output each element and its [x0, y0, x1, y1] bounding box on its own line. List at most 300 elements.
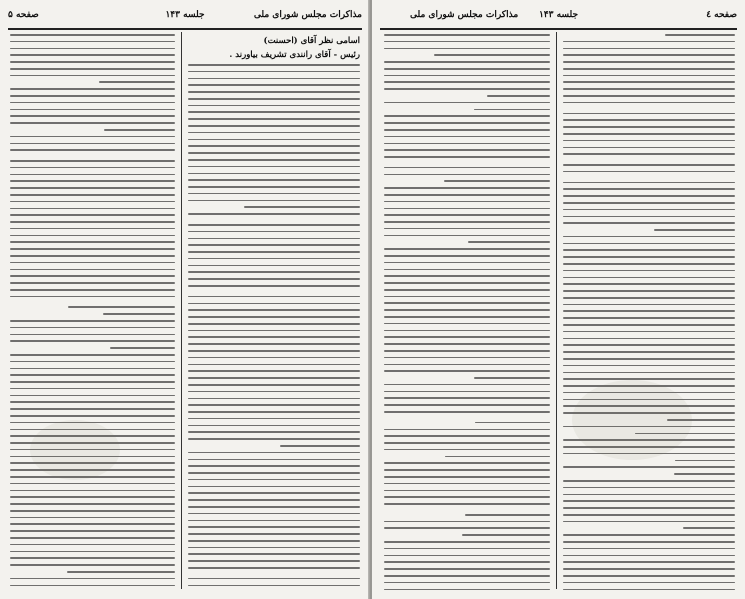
text-line: [563, 61, 735, 63]
text-line: [563, 500, 735, 502]
text-line: [188, 404, 360, 406]
text-line: [188, 118, 360, 120]
text-line: [563, 568, 735, 570]
text-line: [563, 68, 735, 70]
text-line: [99, 81, 175, 83]
text-line: [188, 492, 360, 494]
text-line: [10, 75, 175, 77]
text-line: [563, 541, 735, 543]
right-page-column-rule: [556, 32, 557, 589]
text-line: [563, 202, 735, 204]
text-line: [563, 514, 735, 516]
text-line: [384, 469, 550, 471]
text-line: [188, 585, 360, 587]
text-line: [474, 377, 550, 379]
text-line: [10, 136, 175, 138]
text-line: [563, 575, 735, 577]
text-line: [384, 187, 550, 189]
text-line: [188, 479, 360, 481]
text-line: [563, 372, 735, 374]
text-line: [563, 188, 735, 190]
text-line: [188, 391, 360, 393]
text-line: [188, 309, 360, 311]
text-line: [188, 330, 360, 332]
text-line: [563, 351, 735, 353]
text-line: [384, 357, 550, 359]
text-line: [10, 68, 175, 70]
text-line: [563, 75, 735, 77]
text-line: [188, 316, 360, 318]
text-line: [10, 483, 175, 485]
text-line: [384, 115, 550, 117]
text-line: [188, 166, 360, 168]
left-page-left-column: [10, 34, 175, 591]
paragraph-gap: [563, 109, 735, 113]
right-page-left-column: [384, 34, 550, 591]
text-line: [188, 244, 360, 246]
text-line: [188, 231, 360, 233]
text-line: [563, 243, 735, 245]
text-line: [10, 327, 175, 329]
text-line: [188, 323, 360, 325]
text-line: [188, 526, 360, 528]
text-line: [10, 374, 175, 376]
text-line: [10, 95, 175, 97]
text-line: [188, 78, 360, 80]
text-line: [384, 483, 550, 485]
text-line: [10, 585, 175, 587]
text-line: [110, 347, 175, 349]
text-line: [188, 425, 360, 427]
text-line: [563, 277, 735, 279]
text-line: [384, 248, 550, 250]
text-line: [434, 54, 550, 56]
text-line: [10, 557, 175, 559]
text-line: [188, 336, 360, 338]
text-line: [384, 61, 550, 63]
text-line: [10, 228, 175, 230]
text-line: [563, 102, 735, 104]
text-line: [10, 334, 175, 336]
text-line: [10, 496, 175, 498]
text-line: [563, 133, 735, 135]
text-line: [188, 533, 360, 535]
text-line: [384, 262, 550, 264]
right-page-number: صفحه ٤: [706, 10, 737, 20]
text-line: [384, 122, 550, 124]
text-line: [384, 41, 550, 43]
text-line: [10, 255, 175, 257]
text-line: [188, 278, 360, 280]
text-line: [188, 486, 360, 488]
text-line: [563, 378, 735, 380]
text-line: [188, 296, 360, 298]
text-line: [384, 568, 550, 570]
left-page-column-rule: [181, 32, 182, 589]
left-page-right-column: [188, 34, 360, 591]
text-line: [188, 560, 360, 562]
text-line: [188, 125, 360, 127]
text-line: [384, 411, 550, 413]
text-line: [10, 180, 175, 182]
text-line: [384, 496, 550, 498]
text-line: [384, 296, 550, 298]
paper-stain: [30, 420, 120, 480]
text-line: [665, 34, 735, 36]
text-line: [10, 149, 175, 151]
text-line: [384, 194, 550, 196]
text-line: [10, 167, 175, 169]
text-line: [10, 143, 175, 145]
text-line: [188, 398, 360, 400]
text-line: [384, 435, 550, 437]
text-line: [563, 216, 735, 218]
text-line: [384, 527, 550, 529]
text-line: [384, 336, 550, 338]
text-line: [384, 289, 550, 291]
text-line: [563, 95, 735, 97]
text-line: [188, 200, 360, 202]
text-line: [487, 95, 550, 97]
text-line: [188, 193, 360, 195]
text-line: [563, 147, 735, 149]
text-line: [563, 41, 735, 43]
text-line: [563, 119, 735, 121]
text-line: [384, 302, 550, 304]
text-line: [10, 544, 175, 546]
text-line: [384, 490, 550, 492]
text-line: [10, 54, 175, 56]
text-line: [384, 309, 550, 311]
text-line: [10, 221, 175, 223]
text-line: [10, 296, 175, 298]
text-line: [384, 404, 550, 406]
text-line: [563, 209, 735, 211]
text-line: [188, 472, 360, 474]
text-line: [188, 350, 360, 352]
text-line: [10, 61, 175, 63]
text-line: [563, 263, 735, 265]
text-line: [384, 391, 550, 393]
text-line: [384, 228, 550, 230]
text-line: [384, 521, 550, 523]
left-page-header: [8, 6, 362, 30]
text-line: [384, 442, 550, 444]
text-line: [475, 422, 550, 424]
text-line: [188, 91, 360, 93]
text-line: [10, 289, 175, 291]
text-line: [10, 208, 175, 210]
text-line: [188, 271, 360, 273]
text-line: [188, 465, 360, 467]
text-line: [10, 275, 175, 277]
right-page-title: مذاکرات مجلس شورای ملی: [410, 10, 519, 20]
text-line: [384, 548, 550, 550]
text-line: [10, 235, 175, 237]
text-line: [563, 480, 735, 482]
text-line: [10, 241, 175, 243]
text-line: [563, 113, 735, 115]
text-line: [68, 306, 175, 308]
text-line: [10, 174, 175, 176]
text-line: [188, 364, 360, 366]
text-line: [188, 145, 360, 147]
text-line: [188, 238, 360, 240]
opening-line-1: اسامی نظر آقای (احسنت): [263, 36, 360, 46]
text-line: [10, 187, 175, 189]
text-line: [563, 507, 735, 509]
text-line: [384, 350, 550, 352]
text-line: [563, 297, 735, 299]
text-line: [384, 343, 550, 345]
text-line: [188, 459, 360, 461]
text-line: [10, 408, 175, 410]
text-line: [384, 370, 550, 372]
text-line: [10, 115, 175, 117]
text-line: [384, 136, 550, 138]
text-line: [384, 102, 550, 104]
text-line: [563, 589, 735, 591]
text-line: [563, 48, 735, 50]
text-line: [563, 338, 735, 340]
text-line: [563, 270, 735, 272]
text-line: [10, 282, 175, 284]
text-line: [188, 357, 360, 359]
text-line: [384, 174, 550, 176]
text-line: [683, 527, 735, 529]
text-line: [10, 41, 175, 43]
text-line: [563, 195, 735, 197]
text-line: [384, 143, 550, 145]
text-line: [10, 34, 175, 36]
text-line: [10, 269, 175, 271]
text-line: [188, 452, 360, 454]
text-line: [563, 344, 735, 346]
text-line: [384, 68, 550, 70]
text-line: [563, 236, 735, 238]
text-line: [188, 258, 360, 260]
text-line: [10, 551, 175, 553]
text-line: [10, 248, 175, 250]
text-line: [384, 275, 550, 277]
text-line: [384, 476, 550, 478]
text-line: [188, 224, 360, 226]
text-line: [188, 567, 360, 569]
left-page-title: مذاکرات مجلس شورای ملی: [253, 10, 362, 20]
text-line: [10, 578, 175, 580]
text-line: [563, 88, 735, 90]
text-line: [10, 395, 175, 397]
text-line: [384, 503, 550, 505]
text-line: [188, 513, 360, 515]
text-line: [563, 182, 735, 184]
text-line: [188, 384, 360, 386]
text-line: [10, 122, 175, 124]
text-line: [563, 304, 735, 306]
text-line: [674, 473, 735, 475]
text-line: [188, 499, 360, 501]
text-line: [10, 415, 175, 417]
text-line: [444, 180, 550, 182]
text-line: [563, 222, 735, 224]
text-line: [188, 98, 360, 100]
text-line: [10, 530, 175, 532]
left-page: [0, 0, 370, 599]
text-line: [384, 330, 550, 332]
text-line: [563, 521, 735, 523]
text-line: [188, 578, 360, 580]
text-line: [10, 340, 175, 342]
text-line: [563, 487, 735, 489]
right-page-session: جلسه ۱۴۳: [538, 10, 579, 20]
opening-line-2: رئیس - آقای رانندی تشریف بیاورند .: [229, 50, 360, 60]
text-line: [563, 256, 735, 258]
text-line: [675, 460, 735, 462]
text-line: [468, 241, 550, 243]
text-line: [10, 201, 175, 203]
text-line: [188, 370, 360, 372]
text-line: [384, 167, 550, 169]
left-page-number: صفحه ۵: [8, 10, 39, 20]
text-line: [10, 48, 175, 50]
text-line: [563, 171, 735, 173]
text-line: [188, 111, 360, 113]
text-line: [188, 285, 360, 287]
right-page-right-column: [563, 34, 735, 591]
text-line: [563, 283, 735, 285]
text-line: [188, 132, 360, 134]
text-line: [10, 517, 175, 519]
text-line: [188, 553, 360, 555]
text-line: [10, 503, 175, 505]
text-line: [10, 214, 175, 216]
text-line: [563, 164, 735, 166]
text-line: [10, 320, 175, 322]
text-line: [244, 206, 360, 208]
text-line: [563, 358, 735, 360]
text-line: [384, 221, 550, 223]
text-line: [10, 381, 175, 383]
text-line: [384, 34, 550, 36]
text-line: [563, 310, 735, 312]
text-line: [188, 159, 360, 161]
text-line: [188, 411, 360, 413]
text-line: [188, 303, 360, 305]
text-line: [384, 462, 550, 464]
text-line: [563, 126, 735, 128]
text-line: [563, 582, 735, 584]
text-line: [10, 194, 175, 196]
text-line: [10, 160, 175, 162]
text-line: [10, 523, 175, 525]
text-line: [10, 388, 175, 390]
text-line: [10, 102, 175, 104]
text-line: [465, 514, 550, 516]
text-line: [188, 152, 360, 154]
text-line: [462, 534, 550, 536]
text-line: [384, 575, 550, 577]
text-line: [188, 438, 360, 440]
text-line: [67, 571, 175, 573]
text-line: [563, 534, 735, 536]
text-line: [103, 313, 175, 315]
text-line: [384, 88, 550, 90]
text-line: [188, 547, 360, 549]
text-line: [10, 510, 175, 512]
text-line: [384, 201, 550, 203]
text-line: [10, 88, 175, 90]
left-page-session: جلسه ۱۴۳: [165, 10, 205, 20]
text-line: [384, 561, 550, 563]
text-line: [188, 506, 360, 508]
text-line: [188, 540, 360, 542]
text-line: [384, 555, 550, 557]
text-line: [384, 582, 550, 584]
text-line: [384, 235, 550, 237]
text-line: [563, 54, 735, 56]
text-line: [384, 541, 550, 543]
text-line: [188, 71, 360, 73]
text-line: [10, 490, 175, 492]
text-line: [563, 555, 735, 557]
text-line: [188, 179, 360, 181]
text-line: [384, 323, 550, 325]
text-line: [10, 368, 175, 370]
text-line: [10, 354, 175, 356]
text-line: [384, 156, 550, 158]
text-line: [188, 105, 360, 107]
text-line: [10, 109, 175, 111]
text-line: [384, 255, 550, 257]
text-line: [384, 316, 550, 318]
text-line: [384, 214, 550, 216]
text-line: [384, 129, 550, 131]
text-line: [188, 377, 360, 379]
text-line: [563, 548, 735, 550]
text-line: [563, 466, 735, 468]
text-line: [188, 213, 360, 215]
text-line: [188, 84, 360, 86]
text-line: [563, 365, 735, 367]
text-line: [188, 173, 360, 175]
text-line: [474, 109, 550, 111]
text-line: [563, 249, 735, 251]
text-line: [384, 149, 550, 151]
text-line: [384, 589, 550, 591]
text-line: [384, 384, 550, 386]
text-line: [563, 81, 735, 83]
text-line: [654, 229, 735, 231]
text-line: [563, 290, 735, 292]
text-line: [188, 520, 360, 522]
text-line: [384, 282, 550, 284]
text-line: [104, 129, 175, 131]
text-line: [188, 64, 360, 66]
right-page-header: [380, 6, 737, 30]
text-line: [563, 324, 735, 326]
text-line: [10, 361, 175, 363]
text-line: [384, 364, 550, 366]
text-line: [384, 449, 550, 451]
text-line: [563, 494, 735, 496]
text-line: [384, 48, 550, 50]
text-line: [188, 265, 360, 267]
paper-stain: [572, 380, 692, 460]
text-line: [563, 153, 735, 155]
text-line: [384, 397, 550, 399]
text-line: [188, 418, 360, 420]
text-line: [384, 208, 550, 210]
